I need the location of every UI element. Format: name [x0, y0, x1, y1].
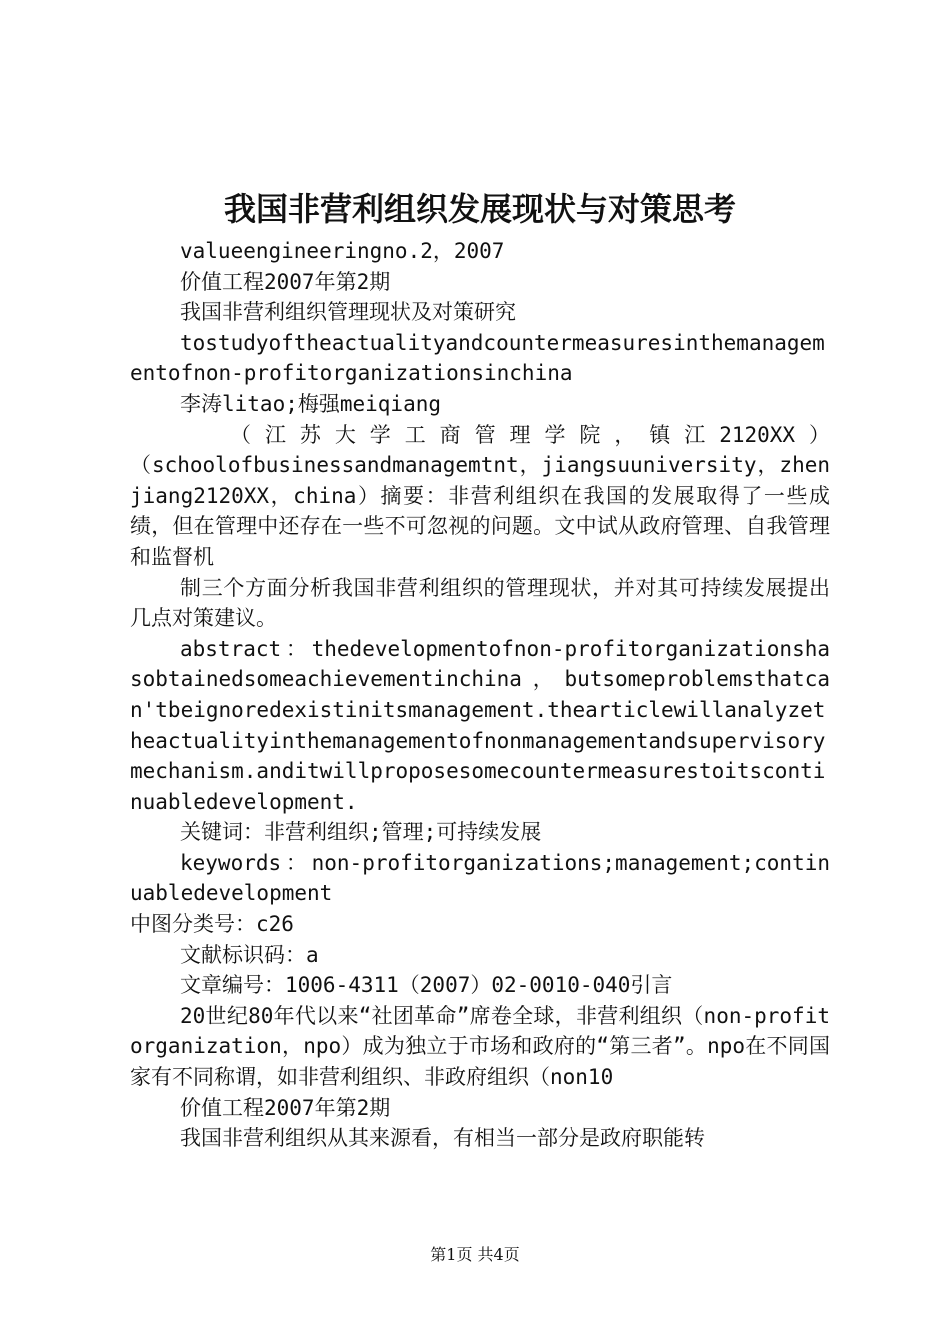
- keywords-cn: 关键词：非营利组织;管理;可持续发展: [180, 820, 542, 845]
- abstract-en: abstract：thedevelopmentofnon-profitorganizationshasobtainedsomeachievementinchina，butsomeproblemsthatcan'tbeignoredexistinitsmanagement.thearticlewillanalyzetheactualityinthemanagementofnonmanagementandsupervisorymechanism.anditwillproposesomecountermeasurestoitscontinuabledevelopment.: [130, 636, 830, 814]
- keywords-en: keywords：non-profitorganizations;management;continuabledevelopment: [130, 850, 830, 906]
- affiliation-en-abstract: （schoolofbusinessandmanagemtnt，jiangsuuniversity，zhenjiang2120XX，china）摘要：非营利组织在我国的发展取得了一些成绩，但在管理中还存在一些不可忽视的问题。文中试从政府管理、自我管理和监督机: [130, 453, 830, 569]
- article-title-cn: 我国非营利组织管理现状及对策研究: [180, 300, 516, 325]
- article-title-en: tostudyoftheactualityandcountermeasuresinthemanagementofnon-profitorganizationsinchina: [130, 330, 825, 386]
- affiliation-cn: （江苏大学工商管理学院，镇江2120XX）: [230, 422, 830, 447]
- authors: 李涛litao;梅强meiqiang: [180, 391, 442, 416]
- document-body: [130, 236, 830, 1154]
- body-paragraph: 我国非营利组织从其来源看，有相当一部分是政府职能转: [180, 1126, 705, 1151]
- document-title: 我国非营利组织发展现状与对策思考: [223, 190, 736, 228]
- intro-paragraph: 20世纪80年代以来“社团革命”席卷全球，非营利组织（non-profitorganization，npo）成为独立于市场和政府的“第三者”。npo在不同国家有不同称谓，如非营利组织、非政府组织（non10: [130, 1003, 830, 1090]
- classification-number: 中图分类号：c26: [130, 912, 294, 937]
- journal-line-en: valueengineeringno.2，2007: [180, 239, 505, 263]
- abstract-cn-continued: 制三个方面分析我国非营利组织的管理现状，并对其可持续发展提出几点对策建议。: [130, 575, 830, 631]
- journal-line-cn: 价值工程2007年第2期: [180, 269, 391, 294]
- article-number: 文章编号：1006-4311（2007）02-0010-040引言: [180, 973, 673, 998]
- page-footer: 第1页 共4页: [430, 1245, 520, 1264]
- journal-line-repeat: 价值工程2007年第2期: [180, 1095, 391, 1120]
- document-code: 文献标识码：a: [180, 942, 319, 967]
